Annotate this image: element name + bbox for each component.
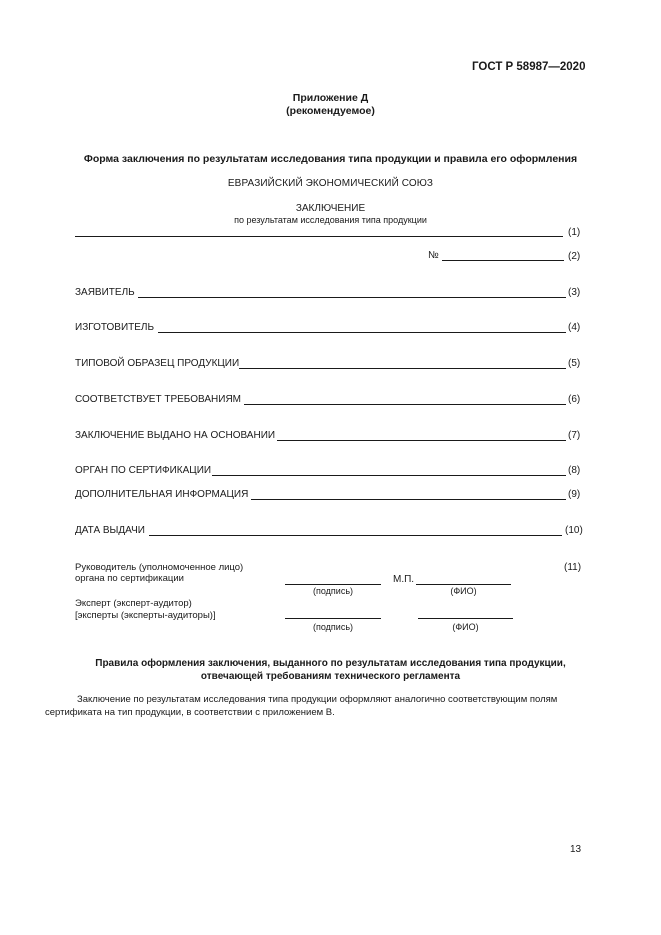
field-number-6: (6)	[568, 394, 581, 405]
field-label-additional-info: ДОПОЛНИТЕЛЬНАЯ ИНФОРМАЦИЯ	[75, 489, 249, 500]
expert-name-caption: (ФИО)	[452, 622, 479, 632]
field-number-2: (2)	[568, 251, 581, 262]
field-line-applicant[interactable]	[138, 297, 566, 298]
appendix-title: Приложение Д	[292, 92, 369, 104]
number-sign-label: №	[428, 250, 439, 261]
field-number-1: (1)	[568, 227, 581, 238]
field-line-2[interactable]	[442, 260, 564, 261]
head-name-caption: (ФИО)	[450, 586, 477, 596]
field-label-issue-date: ДАТА ВЫДАЧИ	[75, 525, 145, 536]
field-label-basis: ЗАКЛЮЧЕНИЕ ВЫДАНО НА ОСНОВАНИИ	[75, 430, 276, 441]
expert-label-line2: [эксперты (эксперты-аудиторы)]	[75, 610, 216, 621]
union-name: ЕВРАЗИЙСКИЙ ЭКОНОМИЧЕСКИЙ СОЮЗ	[227, 178, 434, 189]
appendix-subtitle: (рекомендуемое)	[286, 105, 375, 117]
field-label-product-sample: ТИПОВОЙ ОБРАЗЕЦ ПРОДУКЦИИ	[75, 358, 240, 369]
field-line-certification-body[interactable]	[212, 475, 566, 476]
field-label-requirements: СООТВЕТСТВУЕТ ТРЕБОВАНИЯМ	[75, 394, 242, 405]
field-line-issue-date[interactable]	[149, 535, 562, 536]
conclusion-subheading: по результатам исследования типа продукции	[234, 215, 427, 225]
field-label-manufacturer: ИЗГОТОВИТЕЛЬ	[75, 322, 155, 333]
rules-title-line1: Правила оформления заключения, выданного по результатам исследования типа продукции,	[95, 658, 566, 669]
field-label-applicant: ЗАЯВИТЕЛЬ	[75, 287, 135, 298]
field-number-8: (8)	[568, 465, 581, 476]
field-number-4: (4)	[568, 322, 581, 333]
head-label-line2: органа по сертификации	[75, 573, 184, 584]
field-line-basis[interactable]	[277, 440, 566, 441]
expert-signature-line[interactable]	[285, 618, 381, 619]
standard-number: ГОСТ Р 58987—2020	[472, 61, 586, 73]
expert-name-line[interactable]	[418, 618, 513, 619]
rules-paragraph: Заключение по результатам исследования типа продукции оформляют аналогично соответствующим полям сертификата на тип продукции, в соответствии с приложением В.	[45, 694, 558, 718]
head-signature-line[interactable]	[285, 584, 381, 585]
field-line-product-sample[interactable]	[239, 368, 566, 369]
field-number-10: (10)	[565, 525, 583, 536]
field-line-requirements[interactable]	[244, 404, 566, 405]
head-signature-caption: (подпись)	[312, 586, 354, 596]
field-line-additional-info[interactable]	[251, 499, 566, 500]
field-line-1[interactable]	[75, 236, 563, 237]
form-title: Форма заключения по результатам исследования типа продукции и правила его оформления	[83, 153, 578, 165]
field-label-certification-body: ОРГАН ПО СЕРТИФИКАЦИИ	[75, 465, 212, 476]
head-label-line1: Руководитель (уполномоченное лицо)	[75, 562, 244, 573]
field-number-11: (11)	[564, 562, 582, 573]
appendix-heading	[0, 92, 661, 118]
field-number-9: (9)	[568, 489, 581, 500]
expert-signature-caption: (подпись)	[312, 622, 354, 632]
expert-label-line1: Эксперт (эксперт-аудитор)	[75, 598, 192, 609]
rules-heading	[0, 657, 661, 683]
conclusion-heading: ЗАКЛЮЧЕНИЕ	[295, 203, 366, 214]
field-number-5: (5)	[568, 358, 581, 369]
rules-title-line2: отвечающей требованиям технического регламента	[200, 671, 461, 682]
seal-label: М.П.	[393, 574, 415, 585]
page-number: 13	[570, 844, 582, 855]
field-line-manufacturer[interactable]	[158, 332, 566, 333]
head-name-line[interactable]	[416, 584, 511, 585]
field-number-7: (7)	[568, 430, 581, 441]
field-number-3: (3)	[568, 287, 581, 298]
